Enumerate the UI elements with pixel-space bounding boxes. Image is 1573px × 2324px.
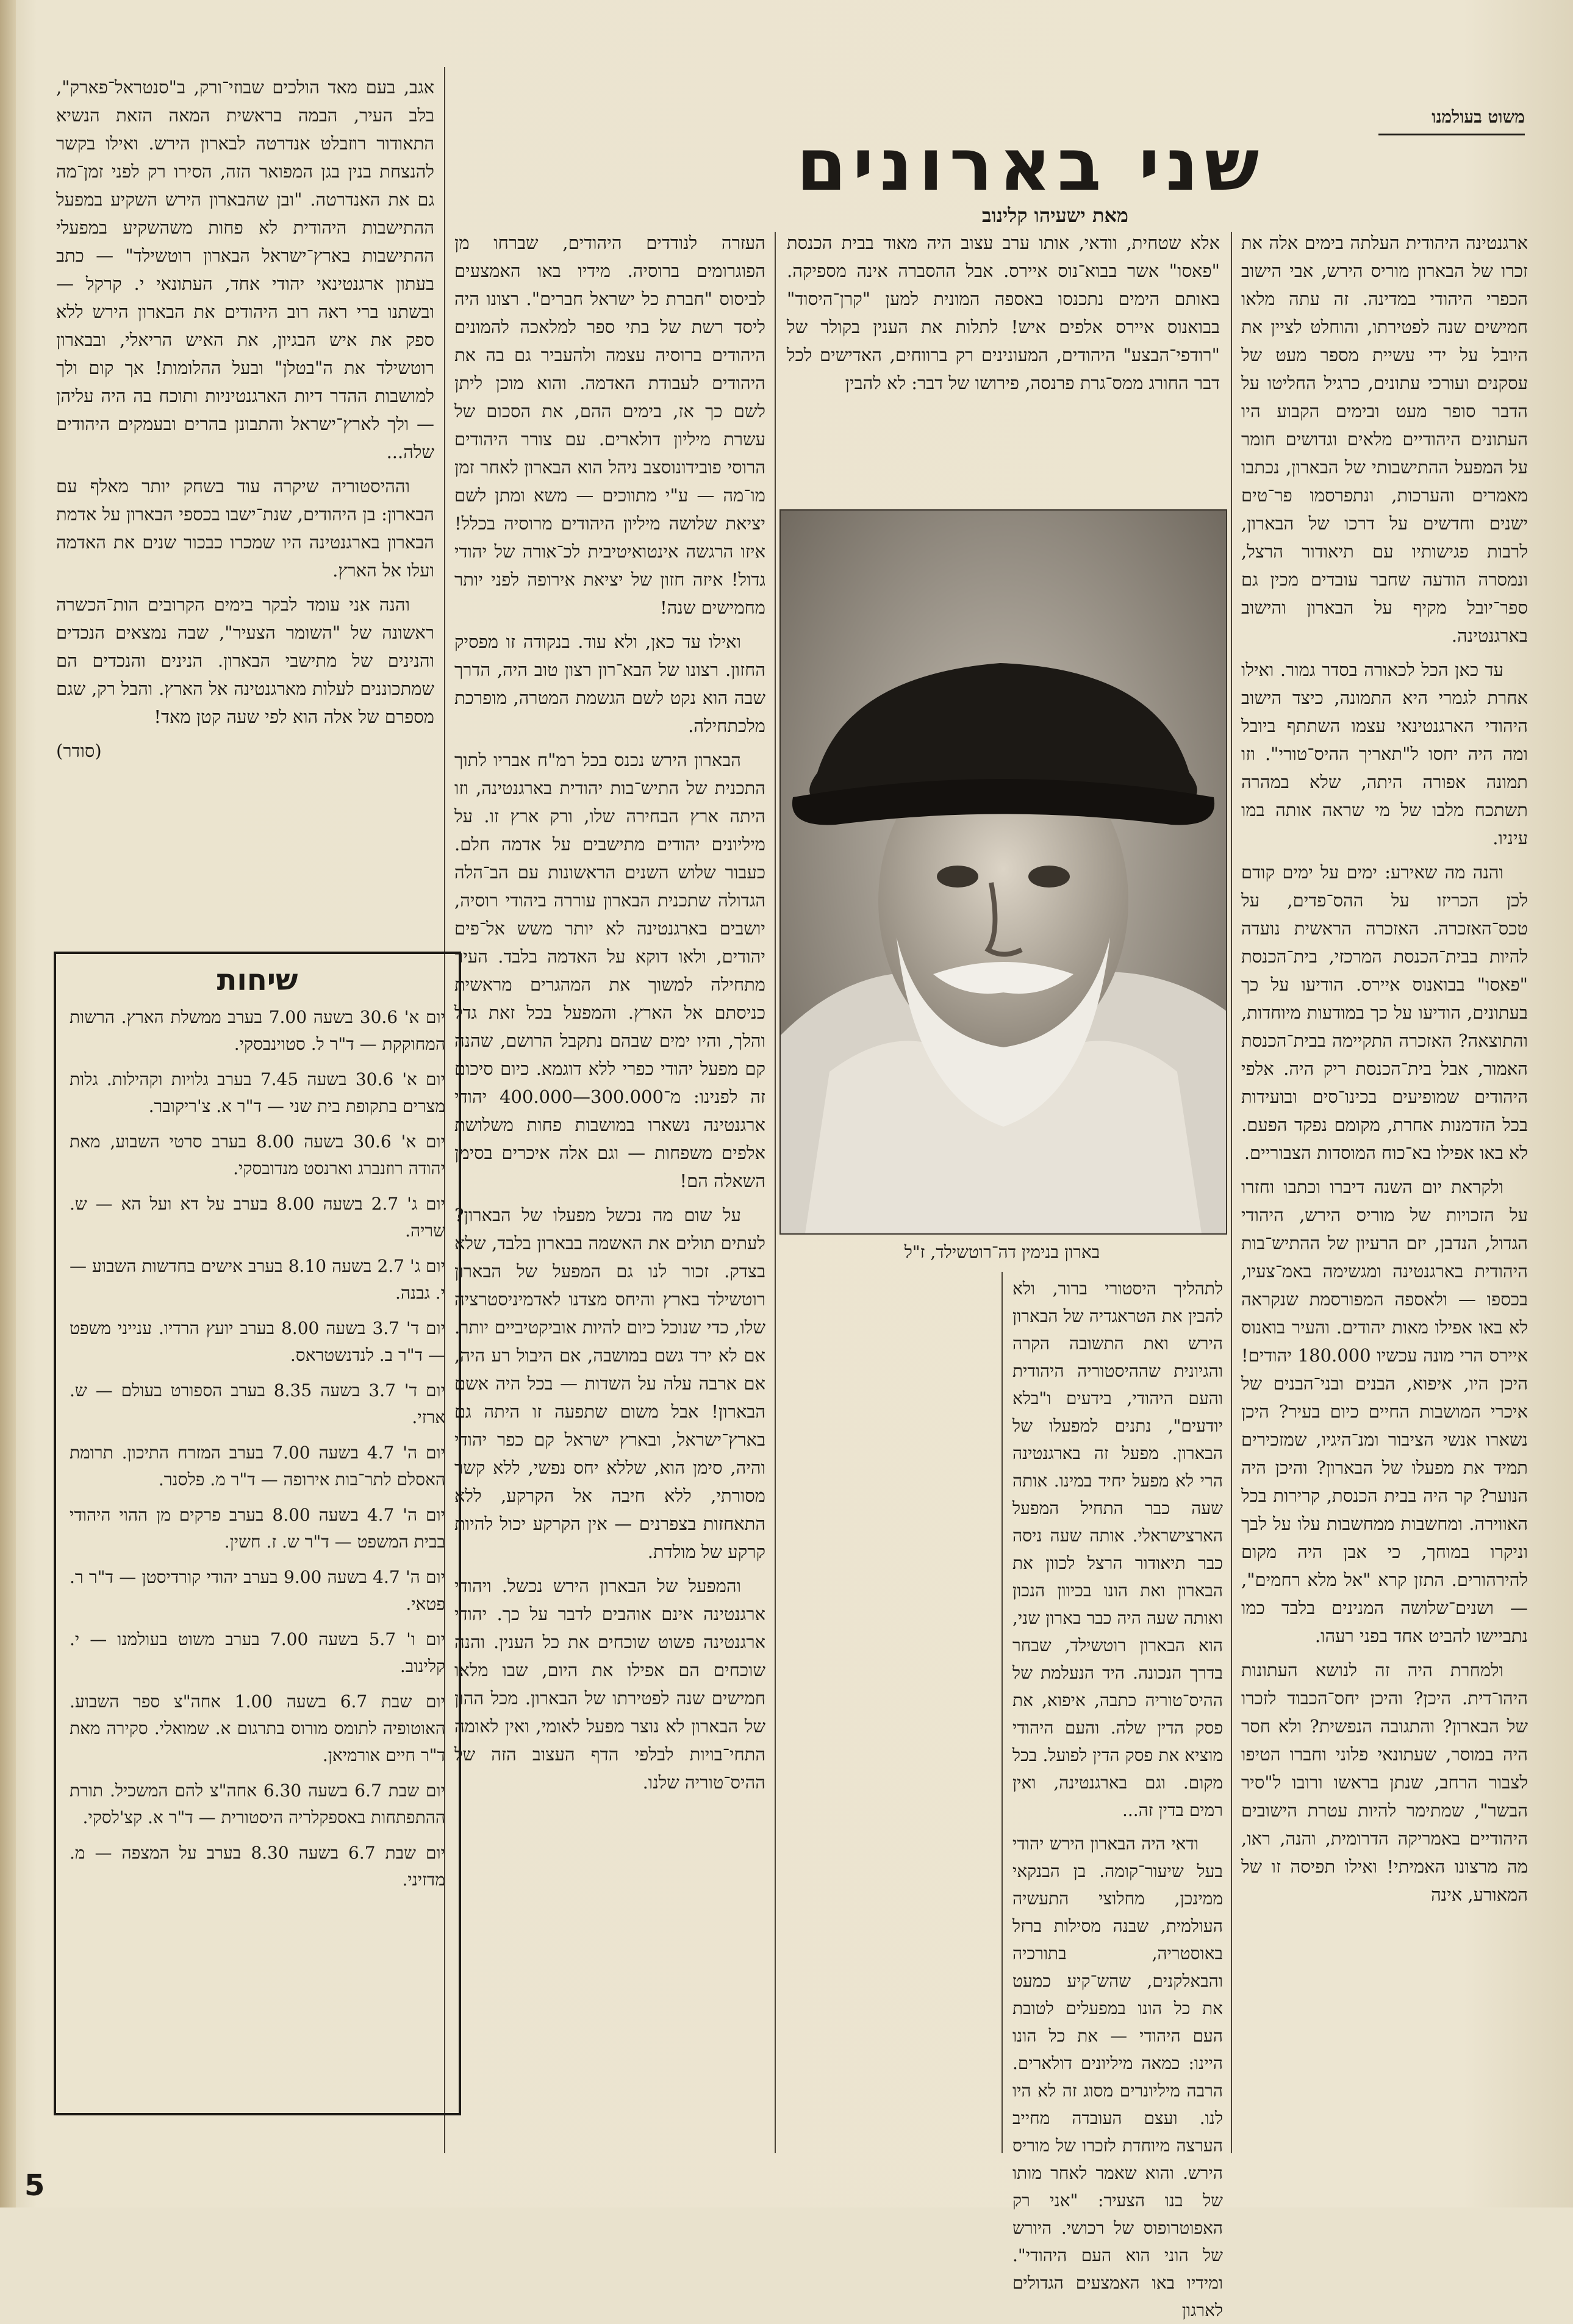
paragraph: ולקראת יום השנה דיברו וכתבו וחזרו על הזכויות של מוריס הירש, היהודי הגדול, הנדבן, יזם הרעיון של ההתיש־בות היהודית בארגנטינה ומגשימה באמ־צעיו, בכספו — ולאספה המפורסמת שנקראה לא באו אפילו מאות יהודים. והעיר בואנוס איירס הרי מונה עכשיו 180.000 יהודים! היכן היו, איפוא, הבנים ובני־הבנים של איכרי המושבות החיים כיום בעיר? היכן נשארו אנשי הציבור ומנ־היגיו, שמזכירים תמיד את מפעלו של הבארון? והיכן היה הנוער? קר היה בבית הכנסת, קרירות בכל האווירה. ומחשבות ממחשבות עלו על לבך וניקרו במוחך, כי אבן היה מקום להירהורים. התזן קרא "אל מלא רחמים", — ושנים־שלושה המנינים בלבד כמו נתביישו להביט אחד בפני רעהו. [1241, 1177, 1528, 1646]
photo-caption: בארון בנימין דה־רוטשילד, ז"ל [904, 1242, 1100, 1262]
paragraph: העזרה לנודדים היהודים, שברחו מן הפוגרומים ברוסיה. מידיו באו האמצעים לביסוס "חברת כל ישראל חברים". רצונו היה ליסד רשת של בתי ספר למלאכה להמונים היהודים ברוסיה עצמה ולהעביר גם בה את היהודים לעבודת האדמה. והוא מוכן ליתן לשם כך אז, בימים ההם, את הסכום של עשרת מיליון דולארים. עם צורר היהודים הרוסי פובידונוסצב ניהל הוא הבארון לאחר זמן מו־מה — ע"י מתווכים — משא ומתן לשם יציאת שלושה מיליון היהודים מרוסיה בכלל! איזו הרגשה אינטואיטיבית לכ־אורה של יהודי גדול! איזה חזון של יציאת אירופה לפני יותר מחמישים שנה! [454, 232, 765, 618]
broadcast-item: יום ג' 2.7 בשעה 8.10 בערב אישים בחדשות השבוע — י. גבנה. [70, 1256, 446, 1303]
page-number: 5 [24, 2168, 45, 2203]
broadcast-item: יום ו' 5.7 בשעה 7.00 בערב משוט בעולמנו — י. קלינוב. [70, 1629, 446, 1676]
broadcast-item: יום ה' 4.7 בשעה 7.00 בערב המזרח התיכון. תרומת האסלם לתר־בות אירופה — ד"ר מ. פלסנר. [70, 1443, 445, 1490]
paragraph: לתהליך היסטורי ברור, ולא להבין את הטראגדיה של הבארון הירש ואת התשובה הקרה והגיונית שההיסטוריה היהודית והעם היהודי, בידעים ו"בלא יודעים", נתנים למפעלו של הבארון. מפעל זה בארגנטינה הרי לא מפעל יחיד במינו. אותה שעה כבר התחיל המפעל הארצישראלי. אותה שעה ניסה כבר תיאודור הרצל לכוון את הבארון ואת הונו בכיוון הנכון ואותה שעה היה כבר בארון שני, הוא הבארון רוטשילד, שבחר בדרך הנכונה. היד הנעלמת של ההיס־טוריה כתבה, איפוא, את פסק הדין שלה. והעם היהודי מוציא את פסק הדין לפועל. בכל מקום. וגם בארגנטינה, ואין רמים בדין זה... [1012, 1279, 1223, 1820]
section-label: משוט בעולמנו [1378, 101, 1525, 135]
paragraph: והנה אני עומד לבקר בימים הקרובים הות־הכשרה ראשונה של "השומר הצעיר", שבה נמצאים הנכדים והנינים של מתישבי הבארון. הנינים והנכדים הם שמתכוננים לעלות מארגנטינה אל הארץ. והבל רק, שגם מספרם של אלה הוא לפי שעה קטן מאד! [56, 594, 434, 727]
paragraph: ודאי היה הבארון הירש יהודי בעל שיעור־קומה. בן הבנקאי ממינכן, מחלוצי התעשיה העולמית, שבנה מסילות ברזל באוסטריה, בתורכיה והבאלקנים, שהש־קיע כמעט את כל הונו במפעלים לטובת העם היהודי — את כל הונו היינו: כמאה מיליונים דולארים. הרבה מיליונרים מסוג זה לא היו לנו. ועצם העובדה מחייב הערצה מיוחדת לזכרו של מוריס הירש. והוא שאמר לאחר מותו של בנו הצעיר: "אני רק האפוטרופוס של רכושי. היורש של הוני הוא העם היהודי". ומידיו באו האמצעים הגדולים לארגון [1012, 1834, 1223, 2320]
article-byline: מאת ישעיהו קלינוב [982, 204, 1128, 227]
column-divider [1231, 232, 1232, 2153]
paragraph: אגב, בעם מאד הולכים שבוזי־ורק, ב"סנטראל־פארק", בלב העיר, הבמה בראשית המאה הזאת הנשיא התאודור רוזבלט אנדרטה לבארון הירש. ואילו בקשר להנצחת בנין בגן המפואר הזה, הסירו רק לפני זמן־מה גם את האנדרטה. "ובן שהבארון הירש השקיע במפעל ההתישבות היהודית לא פחות משהשקיע במפעלי ההתישבות בארץ־ישראל הבארון רוטשילד" — כתב בעתון ארגנטינאי יהודי אחד, העתונאי י. קרקל — ובשתנו ברי ראה רוב היהודים את הבארון הירש ללא ספק את איש הבגיון, את האיש הריאלי, ובבארון רוטשילד את ה"בטלן" ובעל ההלומות! אך קום ולך למושבות ההדר דיות הארגנטיניות ותוכח בה היה עליהן — ולך לארץ־ישראל והתבונן בהרים ובעמקים היהודים שלה... [56, 77, 434, 462]
article-column-3 [454, 229, 765, 2156]
paragraph: וההיסטוריה שיקרה עוד בשחק יותר מאלף עם הבארון: בן היהודים, שנת־ישבו בכספי הבארון על אדמת הבארון בארגנטינה היו שמכרו כבכור שנים את האדמה ועלו אל הארץ. [56, 476, 434, 581]
author-signature: (סודר) [56, 741, 102, 761]
broadcast-item: יום א' 30.6 בשעה 7.00 בערב ממשלת הארץ. הרשות המחוקקת — ד"ר ל. סטוינבסקי. [70, 1007, 445, 1054]
paragraph: ולמחרת היה זה לנושא העתונות היהו־דית. היכן? והיכן יחס־הכבוד לזכרו של הבארון? והתגובה הנפשית? ולא חסר היה במוסר, שעתונאי פלוני וחברו הטיפו לצבור הרחב, שנתן בראשו ורובו ל"סיר הבשר", שמתימר להיות עטרת הישובים היהודיים באמריקה הדרומית, והנה, ראו, מה מרצונו האמיתי! ואילו תפיסה זו של המאורע, אינה [1241, 1660, 1528, 1905]
broadcast-item: יום א' 30.6 בשעה 7.45 בערב גלויות וקהילות. גלות מצרים בתקופת בית שני — ד"ר א. צ'ריקובר. [70, 1069, 445, 1116]
paragraph: על שום מה נכשל מפעלו של הבארון? לעתים תולים את האשמה בבארון בלבד, שלא בצדק. זכור לנו גם המפעל של הבארון רוטשילד בארץ והיחס מצדנו לאדמיניסטרציה שלו, כדי שנוכל כיום להיות אוביקטיביים יותר. אם לא ירד גשם במושבה, אם היבול רע היה, אם ארבה עלה על השדות — בכל היה אשם הבארון! אבל משום שתפעה זו היתה גם בארץ־ישראל, ובארץ ישראל קם כפר יהודי והיה, סימן הוא, שללא יחס נפשי, ללא קשר מסורתי, ללא חיבה אל הקרקע, ללא התאחזות בצפרנים — אין הקרקע יכול להיות קרקע של מולדת. [454, 1205, 765, 1562]
column-divider [1001, 1272, 1003, 2153]
broadcast-item: יום ה' 4.7 בשעה 8.00 בערב פרקים מן ההוי היהודי בבית המשפט — ד"ר ש. ז. חשין. [70, 1505, 445, 1552]
broadcast-schedule-box [54, 952, 461, 2115]
article-title: שני בארונים [796, 123, 1266, 207]
binding-shadow [0, 0, 16, 2207]
article-column-2-top [787, 229, 1220, 503]
broadcast-item: יום שבת 6.7 בשעה 1.00 אחה"צ ספר השבוע. האוטופיה לתומס מורוס בתרגום א. שמואלי. סקירה מאת ד"ר חיים אורמיאן. [70, 1691, 445, 1765]
broadcast-item: יום ה' 4.7 בשעה 9.00 בערב יהודי קורדיסטן — ד"ר ר. פטאי. [70, 1567, 445, 1614]
portrait-photo [779, 509, 1227, 1235]
paragraph: והמפעל של הבארון הירש נכשל. ויהודי ארגנטינה אינם אוהבים לדבר על כך. יהודי ארגנטינה פשוט שוכחים את כל הענין. והנה שוכחים הם אפילו את היום, שבו מלאו חמישים שנה לפטירתו של הבארון. מכל ההון של הבארון לא נוצר מפעל לאומי, ואין לאומה התחי־בויות לבלפי הדף העצוב הזה של ההיס־טוריה שלנו. [454, 1576, 765, 1793]
paragraph: והנה מה שאירע: ימים על ימים קודם לכן הכריזו על ההס־פדים, על טכס־האזכרה. האזכרה הראשית נועדה להיות בבית־הכנסת המרכזי, בית־הכנסת "פאסו" בבואנוס איירס. הודיעו על כך בעתונים, הודיעו על כך במודעות מיוחדות, והתוצאה? האזכרה התקיימה בבית־הכנסת האמור, אבל בית־הכנסת ריק היה. אלפי היהודים שמופיעים בכינו־סים ובועידות בכל הזדמנות אחרת, מקומם נפקד הפעם. לא באו אפילו בא־כוח המוסדות הצבוריים. [1241, 862, 1528, 1163]
broadcast-item: יום שבת 6.7 בשעה 6.30 אחה"צ להם המשכיל. תורת ההתפתחות באספקלריה היסטורית — ד"ר א. קצ'לסקי. [70, 1781, 445, 1827]
broadcast-item: יום ד' 3.7 בשעה 8.35 בערב הספורט בעולם — ש. ארזי. [70, 1380, 445, 1427]
broadcast-item: יום ג' 2.7 בשעה 8.00 בערב על דא ועל הא — ש. שריה. [70, 1194, 446, 1241]
broadcast-item: יום ד' 3.7 בשעה 8.00 בערב יועץ הרדיו. ענייני משפט — ד"ר ב. לנדנשטראס. [70, 1318, 445, 1365]
broadcast-schedule-list [56, 1002, 459, 1893]
paragraph: הבארון הירש נכנס בכל רמ"ח אבריו לתוך התכנית של התיש־בות יהודית בארגנטינה, וזו היתה ארץ הבחירה שלו, ורק ארץ זו. על מיליונים יהודים מתישבים על אדמה חלם. כעבור שלוש השנים הראשונות עם הב־הלה הגדולה שתכנית הבארון עוררה ביהודי רוסיה, יושבים בארגנטינה לא יותר משש אל־פים יהודים, ולאו דוקא על האדמה בלבד. העיר מתחילה למשוך את המהגרים מראשית כניסתם אל הארץ. והמפעל בכל זאת גדל והלך, והיו ימים שבהם נתקבל הרושם, שהנה קם מפעל יהודי כפרי ללא דוגמא. כיום סיכום זה לפנינו: מ־300.000—400.000 יהודי ארגנטינה נשארו במושבות פחות משלושת אלפים משפחות — וגם אלה איכרים בסימן השאלה הם! [454, 750, 765, 1191]
broadcast-schedule-title: שיחות [217, 963, 298, 997]
paragraph: ואילו עד כאן, ולא עוד. בנקודה זו מפסיק החזון. רצונו של הבא־רון רצון טוב היה, הדרך שבה הוא נקט לשם הגשמת המטרה, מופרכת מלכתחילה. [454, 631, 765, 736]
broadcast-item: יום שבת 6.7 בשעה 8.30 בערב על המצפה — מ. מדזיני. [70, 1843, 445, 1890]
article-column-1 [1241, 229, 1528, 2162]
broadcast-item: יום א' 30.6 בשעה 8.00 בערב סרטי השבוע, מאת יהודה רוזנברג וארנסט מנדובסקי. [70, 1132, 446, 1178]
article-column-2-bottom [1012, 1275, 1223, 2320]
article-column-4 [56, 73, 434, 939]
column-divider [775, 232, 776, 2153]
paragraph: ארגנטינה היהודית העלתה בימים אלה את זכרו של הבארון מוריס הירש, אבי הישוב הכפרי היהודי במדינה. זה עתה מלאו חמישים שנה לפטירתו, והוחלט לציין את היובל על ידי עשיית מספר מעט של עסקנים ועורכי עתונים, כרגיל החליטו על הדבר סופר מעט ובימים הקבוע היו העתונים היהודיים מלאים וגדושים חומר על המפעל ההתישבותי של הבארון, נכתבו מאמרים והערכות, ונתפרסמו פר־טים ישנים וחדשים על דרכו של הבארון, לרבות פגישותיו עם תיאודור הרצל, ונמסרה הודעה שחבר עובדים מכין גם ספר־יובל מקיף על הבארון והישוב בארגנטינה. [1241, 232, 1528, 646]
portrait-illustration [781, 511, 1226, 1233]
paragraph: אלא שטחית, וודאי, אותו ערב עצוב היה מאוד בבית הכנסת "פאסו" אשר בבוא־נוס איירס. אבל ההסברה אינה מספיקה. באותם הימים נתכנסו באספה המונית למען "קרן־היסוד" בבואנוס איירס אלפים איש! לתלות את הענין בקולר של "רודפי־הבצע" היהודים, המעונינים רק ברווחים, האדישים לכל דבר החורג ממס־גרת פרנסה, פירושו של דבר: לא להבין [787, 232, 1220, 393]
paragraph: עד כאן הכל לכאורה בסדר גמור. ואילו אחרת לגמרי היא התמונה, כיצד הישוב היהודי הארגנטינאי עצמו השתתף ביובל ומה היה יחסו ל"תאריך ההיס־טורי". וזו תמונה אפורה היתה, שלא במהרה תשתכח מלבו של מי שראה אותה במו עיניו. [1241, 659, 1528, 848]
